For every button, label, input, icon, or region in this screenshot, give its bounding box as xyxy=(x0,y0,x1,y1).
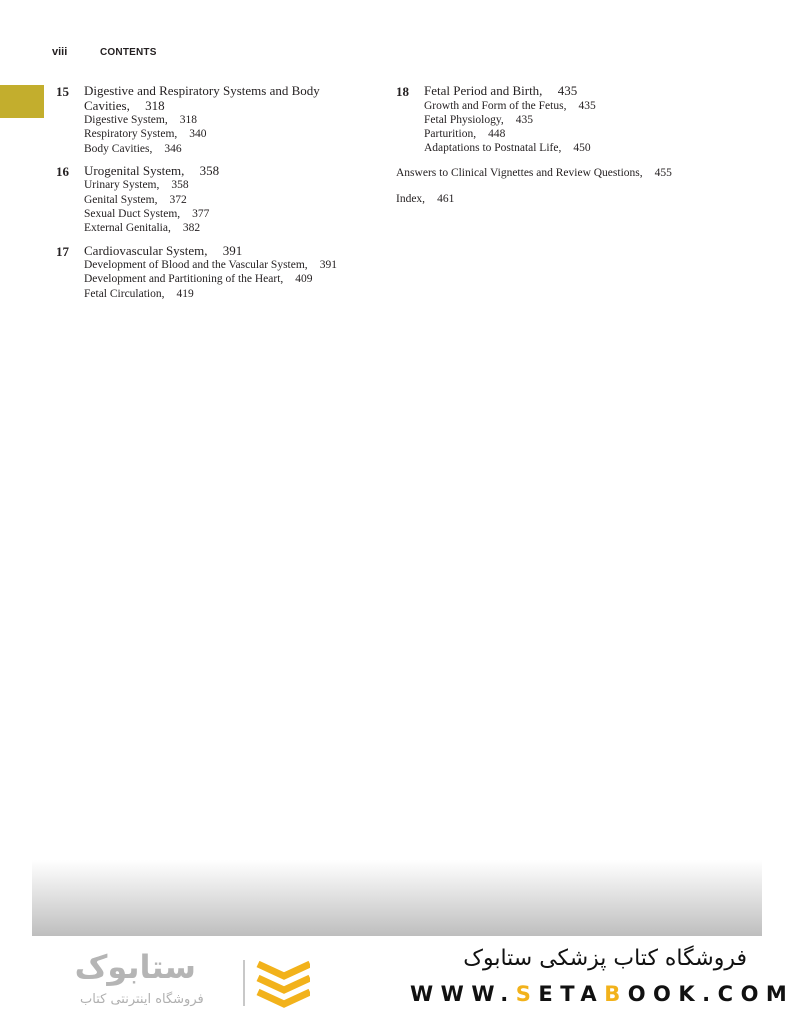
toc-section[interactable] xyxy=(84,272,376,286)
entry-title: Index, xyxy=(396,192,426,205)
chapter-title xyxy=(84,244,376,259)
section-title: Development and Partitioning of the Heart, xyxy=(84,273,284,286)
logo-brand: ستابوک xyxy=(74,948,196,986)
toc-section[interactable] xyxy=(84,113,376,127)
store-logo-text xyxy=(66,948,226,1014)
toc-section[interactable] xyxy=(84,142,376,156)
section-title: Urinary System, xyxy=(84,179,160,192)
chapter-tab-marker xyxy=(0,85,44,118)
chapter-page: 435 xyxy=(557,83,578,98)
toc-section[interactable] xyxy=(424,127,726,141)
toc-left-column xyxy=(56,84,376,309)
entry-title: Answers to Clinical Vignettes and Review Questions, xyxy=(396,166,643,179)
toc-answers-entry[interactable] xyxy=(396,166,726,180)
url-part: WWW. xyxy=(410,982,516,1006)
section-title: Sexual Duct System, xyxy=(84,207,181,220)
toc-section[interactable] xyxy=(424,113,726,127)
chapter-number: 15 xyxy=(56,84,69,99)
section-title: Adaptations to Postnatal Life, xyxy=(424,142,562,155)
section-title: Respiratory System, xyxy=(84,128,178,141)
section-title: Growth and Form of the Fetus, xyxy=(424,99,567,112)
url-part: OOK.COM xyxy=(627,982,795,1006)
section-page: 346 xyxy=(164,142,182,155)
chapter-title xyxy=(424,84,726,99)
toc-section[interactable] xyxy=(84,287,376,301)
section-page: 372 xyxy=(169,193,187,206)
chapter-title xyxy=(84,164,376,179)
shop-url[interactable] xyxy=(410,982,794,1006)
section-page: 419 xyxy=(176,287,194,300)
toc-chapter-15[interactable] xyxy=(56,84,376,156)
logo-tagline: فروشگاه اینترنتی کتاب xyxy=(80,992,204,1007)
section-title: Digestive System, xyxy=(84,114,168,126)
chapter-number: 16 xyxy=(56,163,69,179)
url-accent: B xyxy=(604,982,628,1006)
section-page: 377 xyxy=(192,207,210,220)
chapter-page: 358 xyxy=(199,162,220,178)
entry-page: 455 xyxy=(654,166,672,179)
toc-chapter-16[interactable] xyxy=(56,164,376,236)
chevron-logo-icon xyxy=(240,958,310,1008)
toc-section[interactable] xyxy=(424,141,726,155)
chapter-title-line: Digestive and Respiratory Systems and Body xyxy=(84,83,320,98)
chapter-page: 391 xyxy=(222,242,243,258)
watermark-footer xyxy=(0,936,795,1017)
section-page: 382 xyxy=(182,222,201,235)
section-page: 340 xyxy=(189,128,207,141)
section-page: 409 xyxy=(295,273,313,286)
toc-section[interactable] xyxy=(424,99,726,113)
section-title: Development of Blood and the Vascular System, xyxy=(84,259,308,272)
toc-right-column xyxy=(396,84,726,206)
section-title: Body Cavities, xyxy=(84,142,153,155)
section-page: 435 xyxy=(515,113,534,126)
url-accent: S xyxy=(515,982,539,1006)
entry-page: 461 xyxy=(437,192,455,205)
chapter-title xyxy=(84,84,376,113)
toc-index-entry[interactable] xyxy=(396,192,726,206)
chapter-title-line: Cardiovascular System, xyxy=(84,242,208,258)
toc-section[interactable] xyxy=(84,127,376,141)
shop-name: فروشگاه کتاب پزشکی ستابوک xyxy=(463,946,747,971)
section-title: Fetal Circulation, xyxy=(84,287,165,300)
toc-section[interactable] xyxy=(84,207,376,221)
toc-chapter-17[interactable] xyxy=(56,244,376,301)
chapter-number: 17 xyxy=(56,243,69,259)
section-title: Fetal Physiology, xyxy=(424,113,504,126)
toc-section[interactable] xyxy=(84,221,376,235)
chapter-title-line: Fetal Period and Birth, xyxy=(424,83,543,98)
section-title: External Genitalia, xyxy=(84,222,171,235)
page-header xyxy=(52,46,157,62)
section-page: 391 xyxy=(319,259,337,272)
page-number: viii xyxy=(52,46,68,58)
section-page: 318 xyxy=(179,114,197,126)
chapter-title-line: Urogenital System, xyxy=(84,162,185,178)
toc-section[interactable] xyxy=(84,258,376,272)
toc-section[interactable] xyxy=(84,193,376,207)
chapter-page: 318 xyxy=(145,97,165,113)
section-title: Parturition, xyxy=(424,128,477,141)
url-part: ETA xyxy=(538,982,605,1006)
section-page: 448 xyxy=(488,128,506,141)
section-page: 435 xyxy=(578,99,596,112)
chapter-number: 18 xyxy=(396,84,409,99)
toc-section[interactable] xyxy=(84,178,376,192)
section-page: 358 xyxy=(171,179,189,192)
chapter-title-line: Cavities, xyxy=(84,97,130,113)
section-page: 450 xyxy=(573,142,591,155)
toc-chapter-18[interactable] xyxy=(396,84,726,156)
running-head: CONTENTS xyxy=(100,47,157,58)
section-title: Genital System, xyxy=(84,193,158,206)
page-bottom-shadow xyxy=(32,860,762,936)
